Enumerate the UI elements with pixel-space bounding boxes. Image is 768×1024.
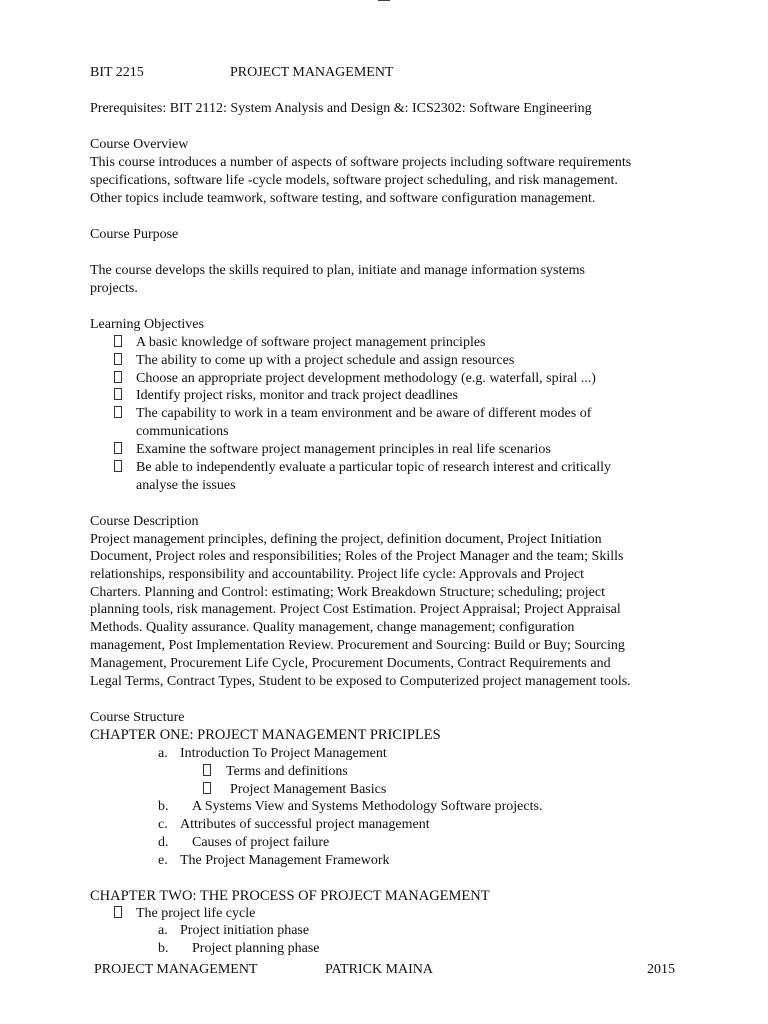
objective-item-continued: analyse the issues [136, 478, 236, 493]
list-marker: e. [158, 853, 168, 868]
purpose-line: projects. [90, 281, 138, 296]
bullet-icon [114, 370, 122, 388]
overview-line: Other topics include teamwork, software testing, and software configuration management. [90, 191, 596, 206]
bullet-icon [114, 441, 122, 459]
bullet-icon [203, 781, 211, 799]
chapter-one-item: Causes of project failure [192, 835, 330, 850]
description-line: Management, Procurement Life Cycle, Procurement Documents, Contract Requirements and [90, 656, 611, 671]
list-marker: a. [158, 746, 168, 761]
bullet-icon [114, 459, 122, 477]
bullet-icon [114, 905, 122, 923]
description-line: planning tools, risk management. Project Cost Estimation. Project Appraisal; Project Appraisal [90, 602, 621, 617]
chapter-two-title: CHAPTER TWO: THE PROCESS OF PROJECT MANAGEMENT [90, 888, 490, 904]
footer-year: 2015 [647, 962, 675, 977]
description-line: Methods. Quality assurance. Quality management, change management; configuration [90, 620, 575, 635]
bullet-icon [114, 352, 122, 370]
objectives-heading: Learning Objectives [90, 317, 204, 332]
list-marker: d. [158, 835, 169, 850]
bullet-icon [114, 387, 122, 405]
list-marker: a. [158, 923, 168, 938]
list-marker: b. [158, 941, 169, 956]
overview-line: specifications, software life -cycle models, software project scheduling, and risk management. [90, 173, 618, 188]
chapter-two-subitem: Project planning phase [192, 941, 320, 956]
structure-heading: Course Structure [90, 710, 185, 725]
overview-line: This course introduces a number of aspects of software projects including software requirements [90, 155, 632, 170]
purpose-line: The course develops the skills required to plan, initiate and manage information systems [90, 263, 585, 278]
chapter-one-item: The Project Management Framework [180, 853, 390, 868]
objective-item: Choose an appropriate project development methodology (e.g. waterfall, spiral ...) [136, 371, 596, 386]
description-line: relationships, responsibility and accountability. Project life cycle: Approvals and Project [90, 567, 585, 582]
page-top-mark [378, 0, 390, 1]
overview-heading: Course Overview [90, 137, 189, 152]
list-marker: c. [158, 817, 168, 832]
course-code: BIT 2215 [90, 65, 144, 80]
chapter-one-item: A Systems View and Systems Methodology Software projects. [192, 799, 543, 814]
chapter-one-subitem: Project Management Basics [230, 782, 387, 797]
chapter-one-subitem: Terms and definitions [226, 764, 348, 779]
chapter-one-title: CHAPTER ONE: PROJECT MANAGEMENT PRICIPLES [90, 727, 441, 743]
footer-course: PROJECT MANAGEMENT [94, 962, 258, 977]
footer-author: PATRICK MAINA [325, 962, 434, 977]
objective-item: The ability to come up with a project schedule and assign resources [136, 353, 515, 368]
description-heading: Course Description [90, 514, 199, 529]
description-line: Project management principles, defining the project, definition document, Project Initiation [90, 532, 602, 547]
description-line: Document, Project roles and responsibilities; Roles of the Project Manager and the team; Skills [90, 549, 624, 564]
chapter-one-item: Introduction To Project Management [180, 746, 387, 761]
course-title: PROJECT MANAGEMENT [230, 65, 394, 80]
objective-item: A basic knowledge of software project management principles [136, 335, 486, 350]
bullet-icon [114, 334, 122, 352]
chapter-one-item: Attributes of successful project management [180, 817, 430, 832]
bullet-icon [203, 763, 211, 781]
list-marker: b. [158, 799, 169, 814]
description-line: Charters. Planning and Control: estimating; Work Breakdown Structure; scheduling; project [90, 585, 605, 600]
objective-item: Be able to independently evaluate a particular topic of research interest and critically [136, 460, 612, 475]
description-line: Legal Terms, Contract Types, Student to be exposed to Computerized project management tools. [90, 674, 631, 689]
chapter-two-item: The project life cycle [136, 906, 256, 921]
chapter-two-subitem: Project initiation phase [180, 923, 310, 938]
purpose-heading: Course Purpose [90, 227, 179, 242]
objective-item: Examine the software project management principles in real life scenarios [136, 442, 551, 457]
objective-item: The capability to work in a team environment and be aware of different modes of [136, 406, 592, 421]
prerequisites: Prerequisites: BIT 2112: System Analysis and Design &: ICS2302: Software Engineering [90, 101, 592, 116]
objective-item: Identify project risks, monitor and track project deadlines [136, 388, 458, 403]
bullet-icon [114, 405, 122, 423]
objective-item-continued: communications [136, 424, 229, 439]
description-line: management, Post Implementation Review. Procurement and Sourcing: Build or Buy; Sourcing [90, 638, 625, 653]
